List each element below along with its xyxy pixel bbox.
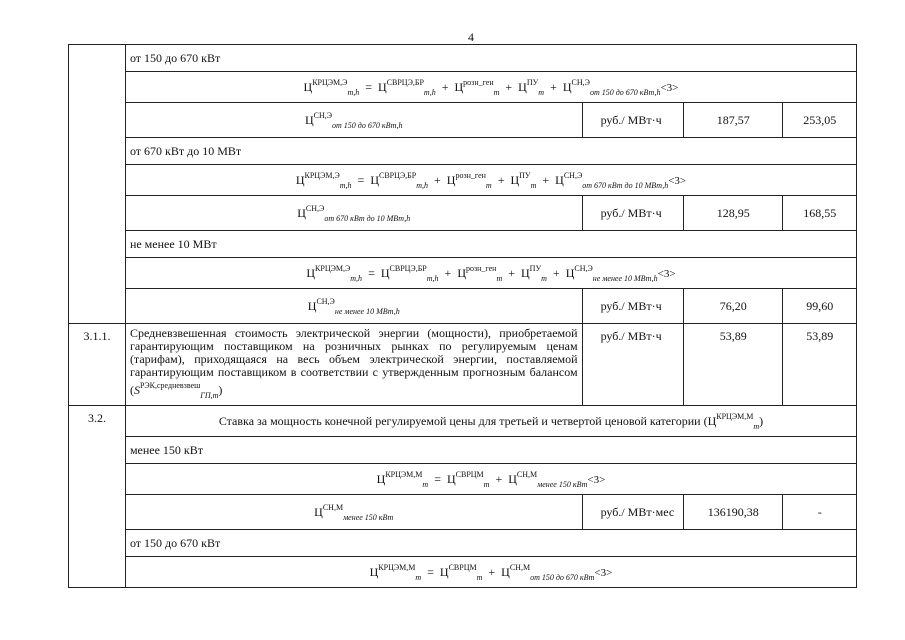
- section-label-150-670-m: от 150 до 670 кВт: [125, 530, 856, 557]
- component-sn-10-plus: $Ц^{СН,Э}_{не менее 10 МВт,h}$: [125, 289, 582, 324]
- value-cell: 99,60: [783, 289, 857, 324]
- unit-cell: руб./ МВт·ч: [582, 103, 683, 138]
- item-3-1-1-description: Средневзвешенная стоимость электрической энергии (мощности), приобретаемой гарантирующим поставщиком на розничных рынках по регулируемым ценам (тарифам), приходящаяся на весь объем электрической энергии, поставляемой гарантирующим поставщиком в соответствии с утвержденным прогнозным балансом $(S^{РЭК,средневзвеш}_{ГП,m})$: [125, 324, 582, 406]
- item-number-3-2: 3.2.: [69, 406, 126, 588]
- value-cell: -: [783, 495, 857, 530]
- value-cell: 253,05: [783, 103, 857, 138]
- unit-cell: руб./ МВт·ч: [582, 289, 683, 324]
- value-cell: 53,89: [783, 324, 857, 406]
- value-cell: 76,20: [684, 289, 783, 324]
- page-number: 4: [468, 30, 474, 44]
- component-sn-150-670: $Ц^{СН,Э}_{от 150 до 670 кВт,h}$: [125, 103, 582, 138]
- formula-150-670: $Ц^{КРЦЭМ,Э}_{m,h} = Ц^{СВРЦЭ,БР}_{m,h} + Ц^{розн\_ген}_m + Ц^{ПУ}_m + Ц^{СН,Э}_{от 150 до 670 кВт,h}<3>$: [125, 72, 856, 103]
- section-label-10-plus: не менее 10 МВт: [125, 231, 856, 258]
- formula-m-150-670: $Ц^{КРЦЭМ,М}_m = Ц^{СВРЦМ}_m + Ц^{СН,М}_{от 150 до 670 кВт}<3>$: [125, 557, 856, 588]
- value-cell: 136190,38: [684, 495, 783, 530]
- value-cell: 53,89: [684, 324, 783, 406]
- unit-cell: руб./ МВт·мес: [582, 495, 683, 530]
- value-cell: 168,55: [783, 196, 857, 231]
- formula-670-10: $Ц^{КРЦЭМ,Э}_{m,h} = Ц^{СВРЦЭ,БР}_{m,h} + Ц^{розн\_ген}_m + Ц^{ПУ}_m + Ц^{СН,Э}_{от 670 кВт до 10 МВт,h}<3>$: [125, 165, 856, 196]
- component-sn-670-10: $Ц^{СН,Э}_{от 670 кВт до 10 МВт,h}$: [125, 196, 582, 231]
- item-3-2-heading: Ставка за мощность конечной регулируемой цены для третьей и четвертой ценовой категории $(Ц^{КРЦЭМ,М}_m)$: [125, 406, 856, 437]
- unit-cell: руб./ МВт·ч: [582, 196, 683, 231]
- section-label-150-670: от 150 до 670 кВт: [125, 45, 856, 72]
- tariff-table: [68, 44, 857, 588]
- formula-m-less-150: $Ц^{КРЦЭМ,М}_m = Ц^{СВРЦМ}_m + Ц^{СН,М}_{менее 150 кВт}<3>$: [125, 464, 856, 495]
- unit-cell: руб./ МВт·ч: [582, 324, 683, 406]
- formula-10-plus: $Ц^{КРЦЭМ,Э}_{m,h} = Ц^{СВРЦЭ,БР}_{m,h} + Ц^{розн\_ген}_m + Ц^{ПУ}_m + Ц^{СН,Э}_{не менее 10 МВт,h}<3>$: [125, 258, 856, 289]
- value-cell: 128,95: [684, 196, 783, 231]
- value-cell: 187,57: [684, 103, 783, 138]
- row-number-empty: [69, 45, 126, 324]
- section-label-670-10: от 670 кВт до 10 МВт: [125, 138, 856, 165]
- component-sn-m-less-150: $Ц^{СН,М}_{менее 150 кВт}$: [125, 495, 582, 530]
- item-number-3-1-1: 3.1.1.: [69, 324, 126, 406]
- section-label-less-150: менее 150 кВт: [125, 437, 856, 464]
